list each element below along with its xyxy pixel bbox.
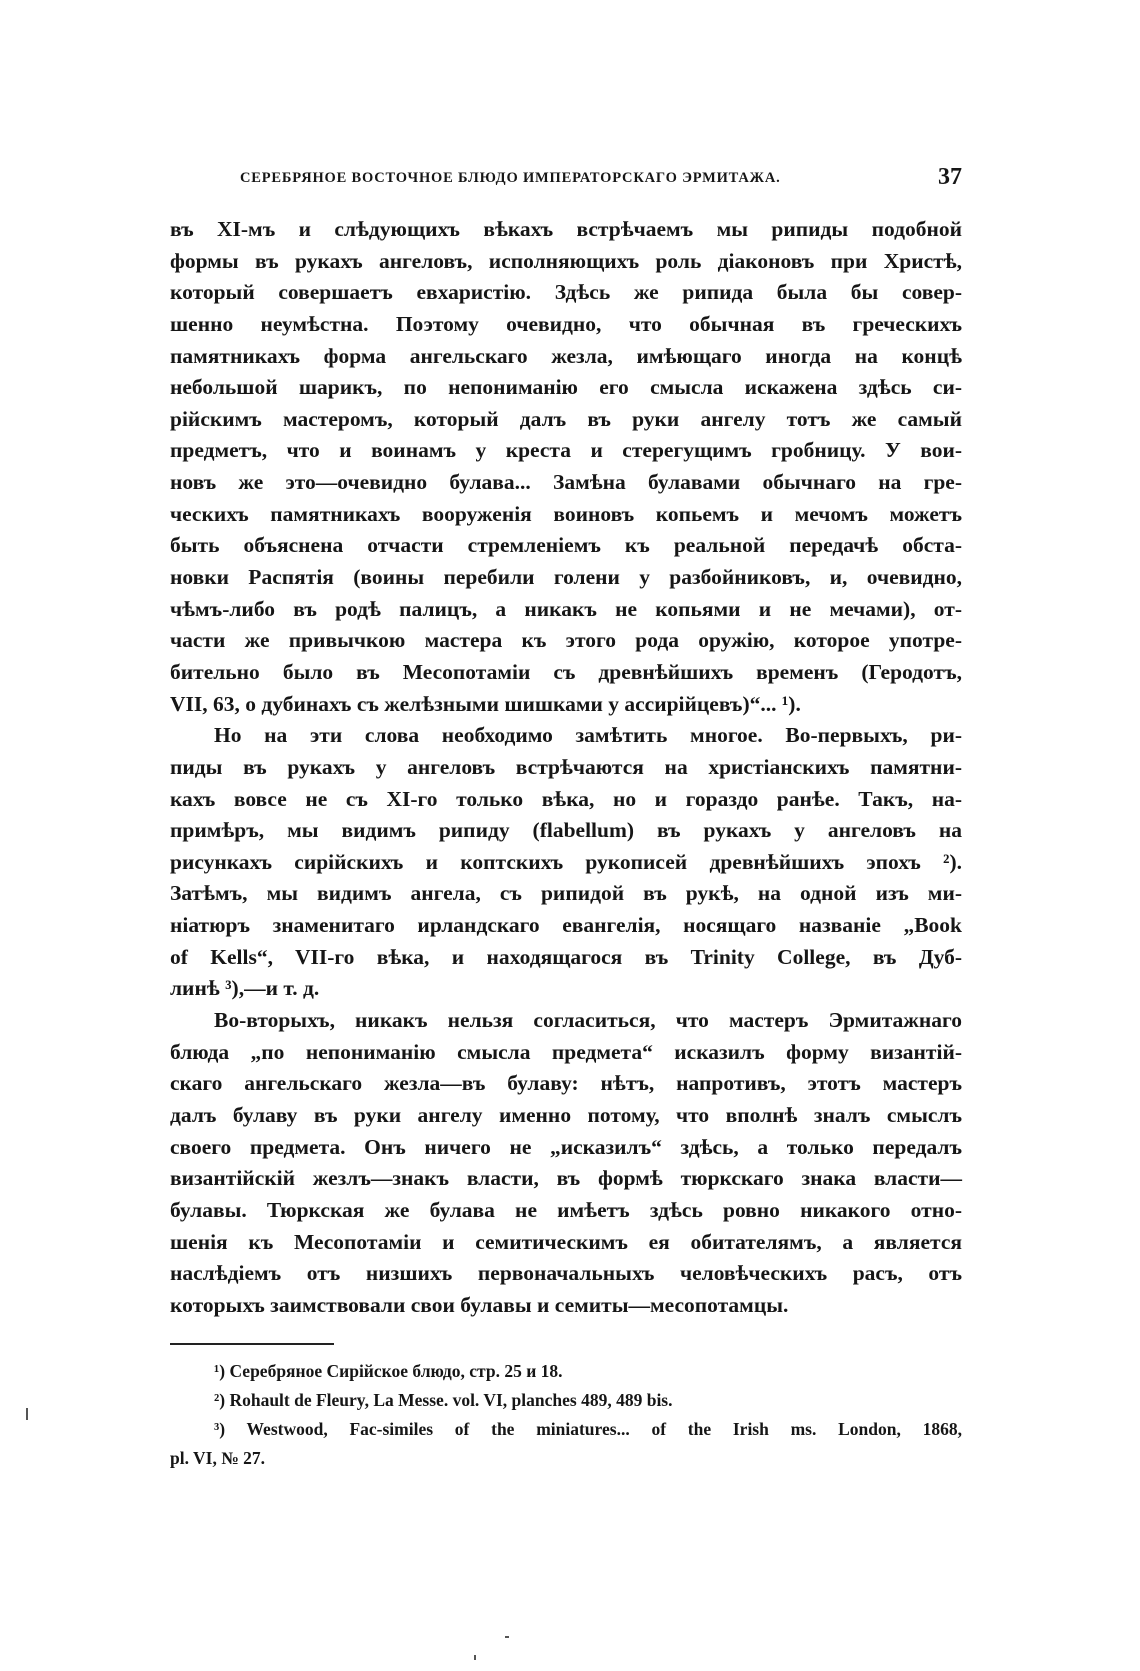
text-line: булавы. Тюркская же булава не имѣетъ здѣсь ровно никакого отно- [170,1197,962,1222]
text-line: рисункахъ сирійскихъ и коптскихъ рукописей древнѣйшихъ эпохъ ²). [170,849,962,874]
text-line: наслѣдіемъ отъ низшихъ первоначальныхъ человѣческихъ расъ, отъ [170,1261,962,1286]
page-number: 37 [938,164,962,190]
text-line: своего предмета. Онъ ничего не „исказилъ“ здѣсь, а только передалъ [170,1134,962,1159]
text-line: предметъ, что и воинамъ у креста и стерегущимъ гробницу. У вои- [170,438,962,463]
text-line: которыхъ заимствовали свои булавы и семиты—месопотамцы. [170,1292,789,1317]
running-header [240,164,962,194]
text-line: части же привычкою мастера къ этого рода оружію, которое употре- [170,628,962,653]
text-line: Затѣмъ, мы видимъ ангела, съ рипидой въ рукѣ, на одной изъ ми- [170,881,962,906]
text-line: византійскій жезлъ—знакъ власти, въ формѣ тюркскаго знака власти— [170,1166,962,1191]
text-line: Во-вторыхъ, никакъ нельзя согласиться, что мастеръ Эрмитажнаго [214,1008,962,1033]
footnote-continuation: pl. VI, № 27. [170,1448,266,1468]
footnote: ²) Rohault de Fleury, La Messe. vol. VI, planches 489, 489 bis. [214,1390,673,1410]
text-line: памятникахъ форма ангельскаго жезла, имѣющаго иногда на концѣ [170,343,962,368]
footnotes [170,1357,962,1473]
text-line: линѣ ³),—и т. д. [170,976,320,1001]
text-line: блюда „по непониманію смысла предмета“ исказилъ форму византій- [170,1039,962,1064]
text-line: бительно было въ Месопотаміи съ древнѣйшихъ временъ (Геродотъ, [170,659,962,684]
running-title: СЕРЕБРЯНОЕ ВОСТОЧНОЕ БЛЮДО ИМПЕРАТОРСКАГО ЭРМИТАЖА. [240,170,781,186]
text-line: рійскимъ мастеромъ, который далъ въ руки ангелу тотъ же самый [170,406,962,431]
text-line: ческихъ памятникахъ вооруженія воиновъ копьемъ и мечомъ можетъ [170,501,962,526]
text-line: ніатюръ знаменитаго ирландскаго евангелія, носящаго названіе „Book [170,913,962,938]
text-line: небольшой шарикъ, по непониманію его смысла искажена здѣсь си- [170,375,962,400]
text-line: чѣмъ-либо въ родѣ палицъ, а никакъ не копьями и не мечами), от- [170,596,962,621]
text-line: далъ булаву въ руки ангелу именно потому, что вполнѣ зналъ смыслъ [170,1102,962,1127]
text-line: формы въ рукахъ ангеловъ, исполняющихъ роль діаконовъ при Христѣ, [170,248,962,273]
text-line: пиды въ рукахъ у ангеловъ встрѣчаются на христіанскихъ памятни- [170,754,962,779]
text-line: шенія къ Месопотаміи и семитическимъ ея обитателямъ, а является [170,1229,962,1254]
main-text [170,214,962,1321]
scan-speck [26,1408,28,1420]
text-line: новки Распятія (воины перебили голени у разбойниковъ, и, очевидно, [170,565,962,590]
text-line: of Kells“, VII-го вѣка, и находящагося въ Trinity College, въ Дуб- [170,944,962,969]
text-line: въ XI-мъ и слѣдующихъ вѣкахъ встрѣчаемъ мы рипиды подобной [170,217,962,241]
text-line: VII, 63, о дубинахъ съ желѣзными шишками у ассирійцевъ)“... ¹). [170,691,801,716]
text-line: скаго ангельскаго жезла—въ булаву: нѣтъ, напротивъ, этотъ мастеръ [170,1071,962,1096]
text-line: примѣръ, мы видимъ рипиду (flabellum) въ рукахъ у ангеловъ на [170,818,962,843]
text-line: быть объяснена отчасти стремленіемъ къ реальной передачѣ обста- [170,533,962,558]
scan-speck [474,1655,476,1660]
text-line: кахъ вовсе не съ XI-го только вѣка, но и гораздо ранѣе. Такъ, на- [170,786,962,811]
footnote: ¹) Серебряное Сирійское блюдо, стр. 25 и 18. [214,1361,563,1381]
text-line: который совершаетъ евхаристію. Здѣсь же рипида была бы совер- [170,280,962,305]
text-line: Но на эти слова необходимо замѣтить многое. Во-первыхъ, ри- [214,723,962,748]
footnote: ³) Westwood, Fac-similes of the miniatures... of the Irish ms. London, 1868, [214,1419,962,1439]
footnote-divider [170,1343,334,1345]
text-line: новъ же это—очевидно булава... Замѣна булавами обычнаго на гре- [170,470,962,495]
scan-speck [505,1636,509,1638]
text-line: шенно неумѣстна. Поэтому очевидно, что обычная въ греческихъ [170,311,962,336]
